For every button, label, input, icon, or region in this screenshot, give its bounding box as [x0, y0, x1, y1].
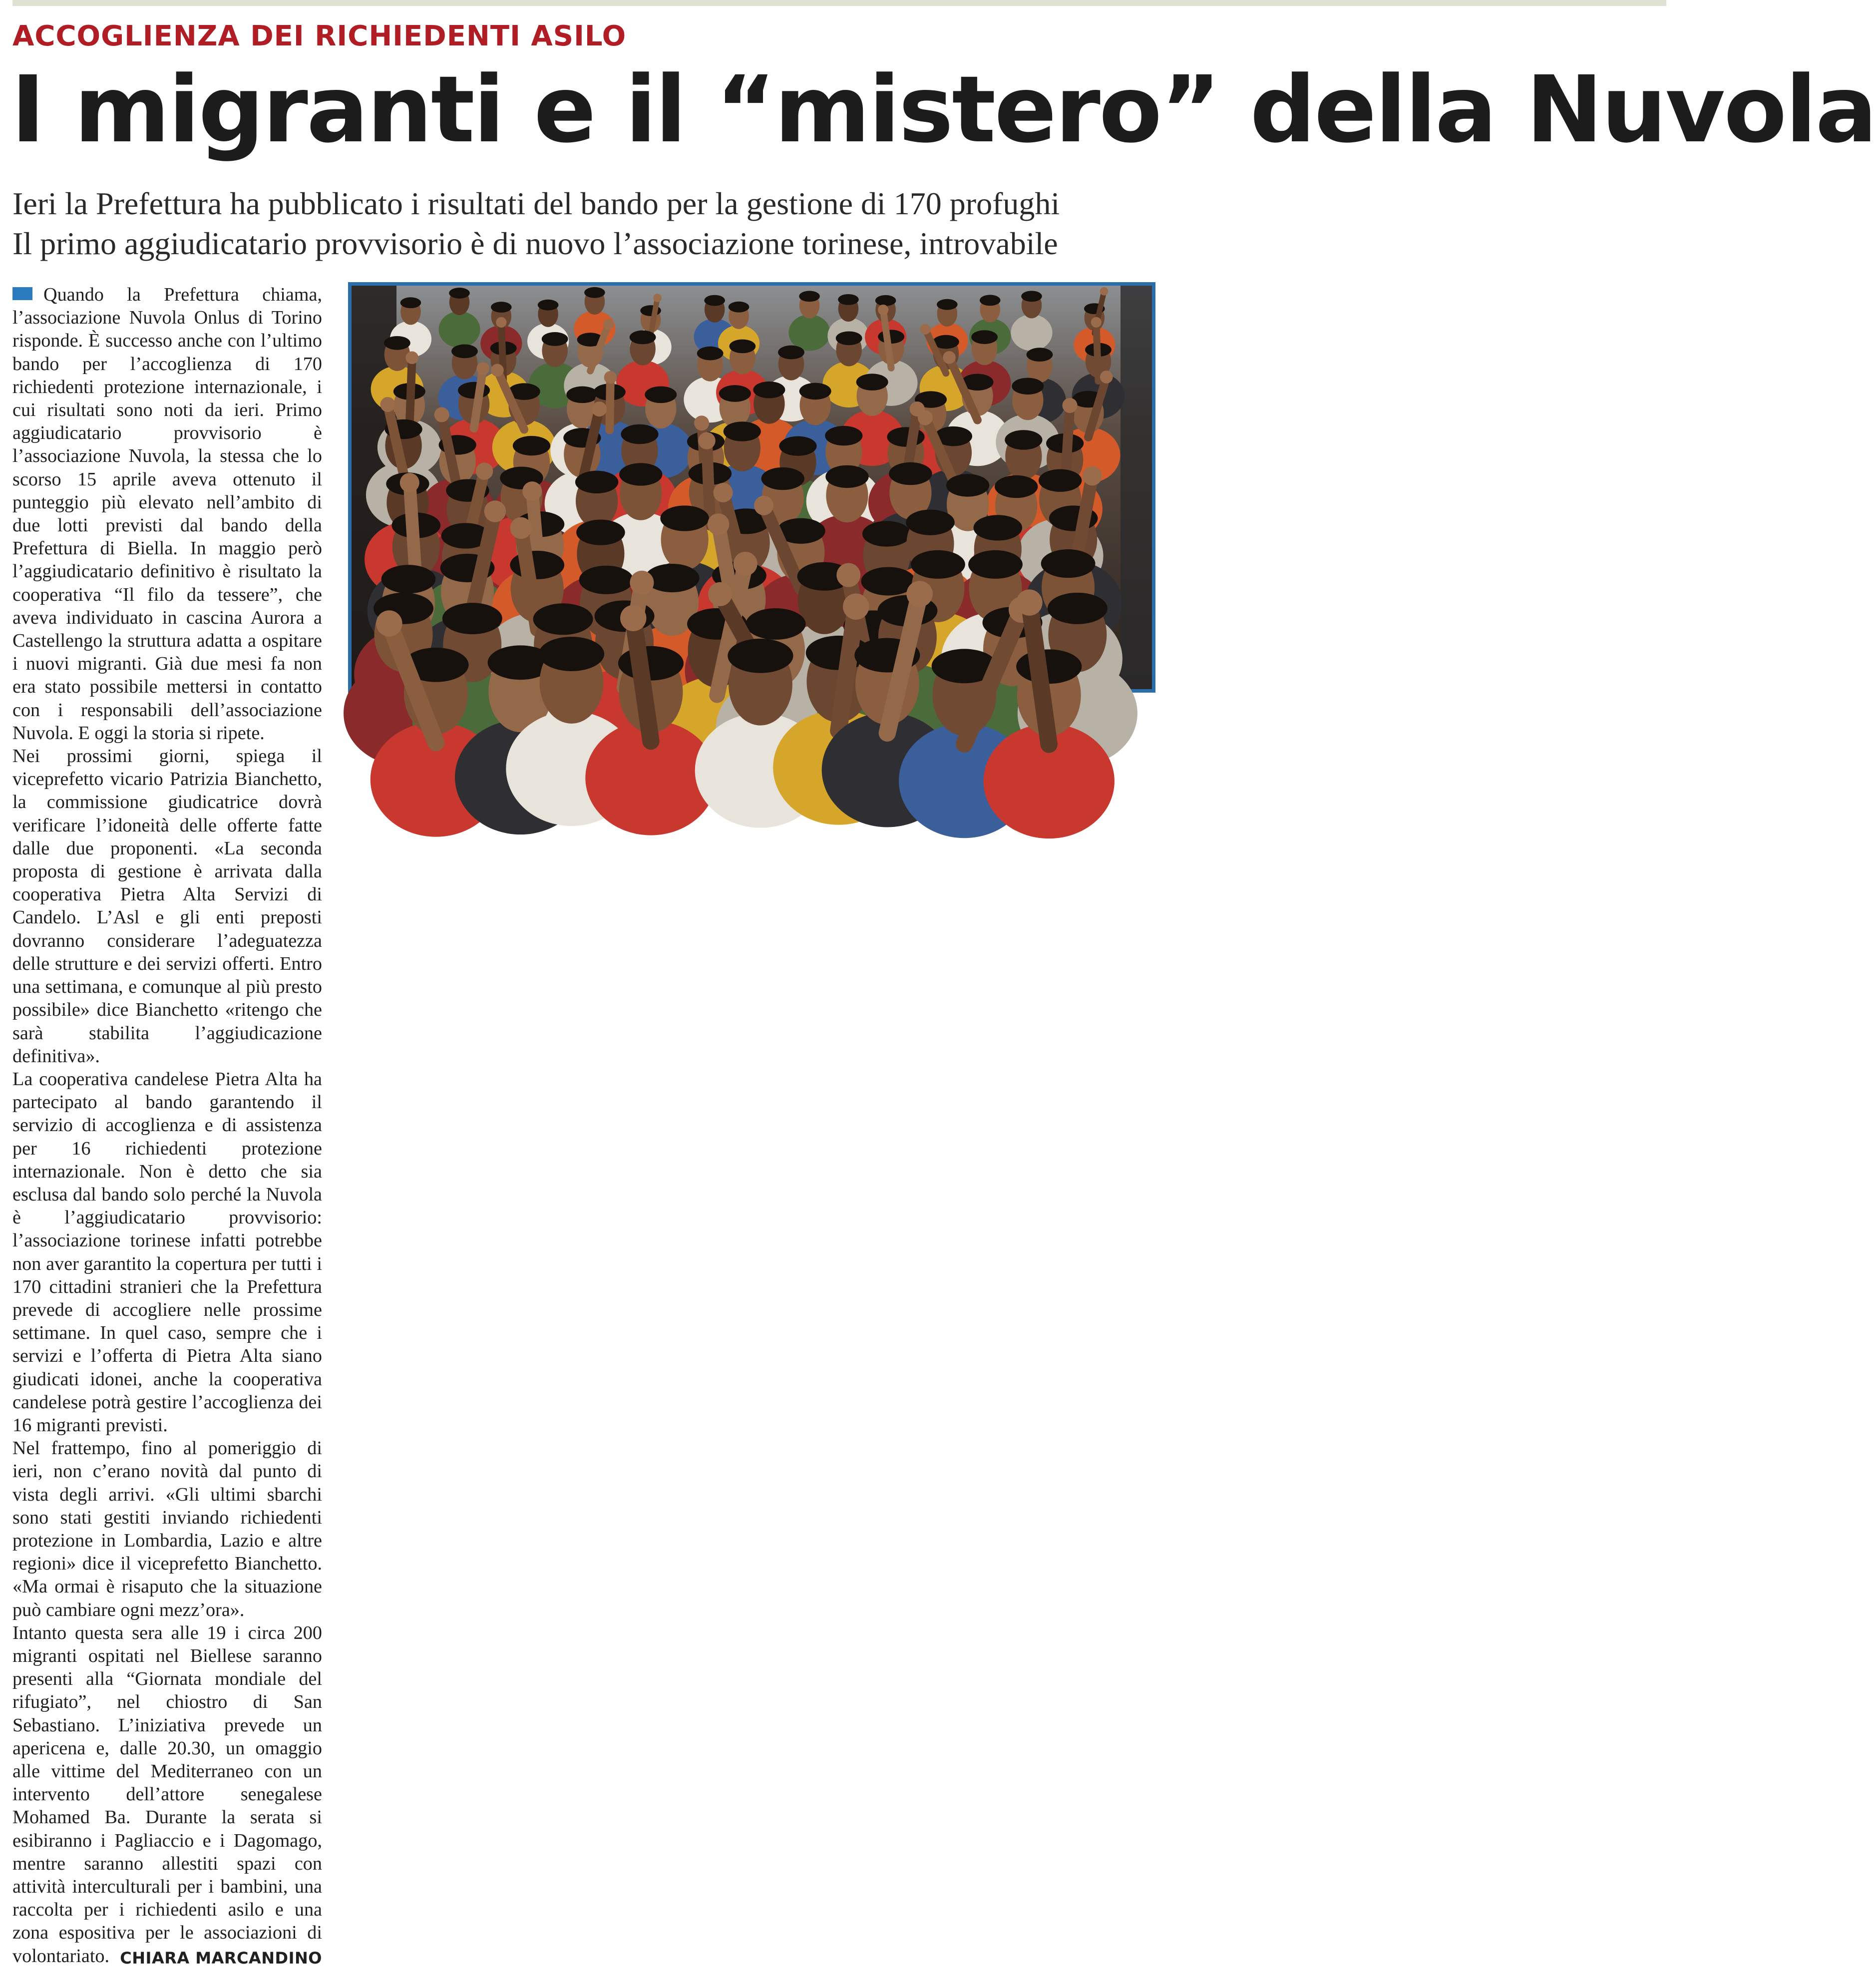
crowd-photo	[348, 282, 1155, 693]
top-rule	[12, 0, 1666, 6]
article-body	[12, 283, 322, 1970]
subhead-line-1: Ieri la Prefettura ha pubblicato i risultati del bando per la gestione di 170 profughi	[12, 186, 1060, 221]
paragraph-3: La cooperativa candelese Pietra Alta ha partecipato al bando garantendo il servizio di accoglienza e di assistenza per 16 richiedenti protezione internazionale. Non è detto che sia esclusa dal bando solo perché la Nuvola è l’aggiudicatario provvisorio: l’associazione torinese infatti potrebbe non aver garantito la copertura per tutti i 170 cittadini stranieri che la Prefettura prevede di accogliere nelle prossime settimane. In quel caso, sempre che i servizi e l’offerta di Pietra Alta siano giudicati idonei, anche la cooperativa candelese potrà gestire l’accoglienza dei 16 migranti previsti.	[12, 1068, 322, 1436]
subhead	[12, 184, 1186, 264]
paragraph-marker-icon	[12, 287, 32, 300]
paragraph-2: Nei prossimi giorni, spiega il viceprefetto vicario Patrizia Bianchetto, la commissione giudicatrice dovrà verificare l’idoneità delle offerte fatte dalle due proponenti. «La seconda proposta di gestione è arrivata dalla cooperativa Pietra Alta Servizi di Candelo. L’Asl e gli enti preposti dovranno considerare l’adeguatezza delle strutture e dei servizi offerti. Entro una settimana, e comunque al più presto possibile» dice Bianchetto «ritengo che sarà stabilita l’aggiudicazione definitiva».	[12, 746, 322, 1067]
byline: CHIARA MARCANDINO	[120, 1948, 322, 1968]
subhead-line-2: Il primo aggiudicatario provvisorio è di nuovo l’associazione torinese, introvabile	[12, 226, 1058, 261]
paragraph-1-text: Quando la Prefettura chiama, l’associazione Nuvola Onlus di Torino risponde. È successo anche con l’ultimo bando per l’accoglienza di 170 richiedenti protezione internazionale, i cui risultati sono noti da ieri. Primo aggiudicatario provvisorio è l’associazione Nuvola, la stessa che lo scorso 15 aprile aveva ottenuto il punteggio più elevato nell’ambito di due lotti previsti dal bando della Prefettura di Biella. In maggio però l’aggiudicatario definitivo è risultato la cooperativa “Il filo da tessere”, che aveva individuato in cascina Aurora a Castellengo la struttura adatta a ospitare i nuovi migranti. Già due mesi fa non era stato possibile mettersi in contatto con i responsabili dell’associazione Nuvola. E oggi la storia si ripete.	[12, 284, 322, 744]
paragraph-4: Nel frattempo, fino al pomeriggio di ieri, non c’erano novità dal punto di vista degli arrivi. «Gli ultimi sbarchi sono stati gestiti inviando richiedenti protezione in Lombardia, Lazio e altre regioni» dice il viceprefetto Bianchetto. «Ma ormai è risaputo che la situazione può cambiare ogni mezz’ora».	[12, 1438, 322, 1620]
crowd-photo-icon	[352, 286, 1152, 689]
paragraph-5-text: Intanto questa sera alle 19 i circa 200 migranti ospitati nel Biellese saranno presenti alla “Giornata mondiale del rifugiato”, nel chiostro di San Sebastiano. L’iniziativa prevede un apericena e, dalle 20.30, un omaggio alle vittime del Mediterraneo con un intervento dell’attore senegalese Mohamed Ba. Durante la serata si esibiranno i Pagliaccio e i Dagomago, mentre saranno allestiti spazi con attività interculturali per i bambini, una raccolta per i richiedenti asilo e una zona espositiva per le associazioni di volontariato.	[12, 1622, 322, 1967]
paragraph-5	[12, 1621, 322, 1968]
kicker: ACCOGLIENZA DEI RICHIEDENTI ASILO	[12, 20, 627, 52]
paragraph-1	[12, 283, 322, 745]
headline: I migranti e il “mistero” della Nuvola	[11, 56, 1876, 163]
